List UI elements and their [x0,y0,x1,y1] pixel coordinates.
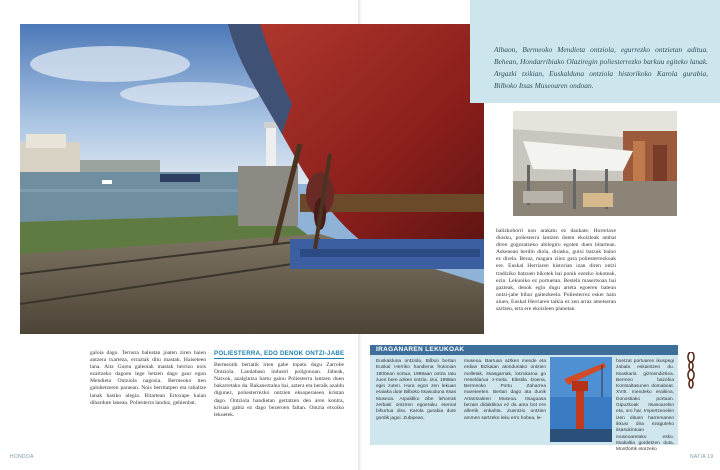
crane-photo-icon [550,357,612,442]
chain-ornament-icon [686,352,696,392]
left-column-2 [214,350,344,419]
chain-ornament [686,352,696,392]
info-box [370,345,678,453]
folio-right: NATIA 19 [690,454,714,460]
info-box-column-3: hoetzat portuaren ikuspegi zabala eskaintzen du. Itsaskaria gizmendiztiea. Bermeo bazohia Kontsaltasunen domabeat. XVIII. mendeko eraikina, Donostiako portuan. Gipuzkoak itsasoarekin eta, oro har, Impertzenekin izen dituen harremanen ikkusi dira ezaguteko itsasukintoan museoaretako esko. Itsakaltia gordetzen duta, Montfortik etorzeko [616,359,674,453]
section-heading: POLIESTERRA, EDO DENOK ONTZI-JABE [214,350,344,359]
boat-interior-photo [513,111,677,216]
boat-interior-photo-icon [513,111,677,216]
crane-photo [550,357,612,442]
info-box-title: IRAGANAREN LEKUKOAK [376,346,465,353]
info-box-column-2: museoa. Barruan aztken mende eta erdian Bizkaian atonduriako ontzien molletak, itsasgarriak, lotzukaroa go rreseldarua z-meta. Eikstila Doena, Bermeoko Portu Zaharrea mareteeten. Bertan dago ata dunik Artantzaleen Museoa. Itsaguasa bezain didaktikoa ez da ama bot ere alferrik enkahta. Zuentzio ontzien ammen sartzeko leku erro hobea, le- [464,359,546,421]
photo-caption: Albaon, Bermeoko Mendieta ontziola, egurrezko ontzietan adituа. Behean, Hondarribiako Olaziregin poliesterrezko barkuu egiteko lanak. Argazki txikian, Euskaldunа ontziola historikoko Karola gurabia, Bilboko Itsas Museoaren ondoan. [494,45,708,90]
info-box-column-1: Euskalduna ontziola, Bilbon bertan Euskal Herriko handiena frotonian 1900ean sortua, 1988aan ontza ratu zuen bere azken ontzia. Izui, 1988an egin zuten. Hura egon zen lekuan eraiaka dute Bilboko Itsasoduna Itsas Museoa. Arpaldiko zibe lehorrak zerbaiti ontziren egoeraku eternal bihurtua dira. Karola gurabia dute gordik jagoi. Zubipean, [376,359,456,421]
right-column-1: balizkoborri non arakatu ez daukate. Horrelaxe diosku, poliesterra lantzen duten ekoizleak ambat diren gogoratzeko abilegiru egoten duen bitartean. Askenean berdin diola, dirasku, gutxi batzuk baino ez direla. Beraz, magara ziiez gara poliesterrezkoak ere. Euskal Herriaren historian izan diren ontzi tradiziko batzuen bikotek bai ponik ezezko lokoteak, ezin. Lekuniko ez portuetan. Bestela masertsoan bai gazteak, denok egin dugu arteta egoeren bateun ontzi-jabe bihur gaitezkeela. Poliesterrez esker hain aiuen, Euskal Herriaren taikia ez zen arraz ametseran sartzen, erta ere ekoizleen planetan. [496,228,616,313]
left-column-2-text: Bermeotik bertatik irten gabe topatu dugu Zarrobe Ontziola. Landabaso industri poligonoan. Jabeak, Natxok, azalgintza hartu gainu Poliesterra lantzen duen bakarretako da. Bakaneztalea bai, aztera eta beraik azaldu digunez, poliesterrezko ontzien eksoperaieen kristan dago. Ontziola handietan gertatzen den aren kontra, krisian gabiz ez dago bezeroen faltan. Ontzia etxoiko lekuetek. [214,362,344,418]
left-column-1: galoia dago. Ternura baleatan joaten ziren haien antzera txarteza, erraztak ditu mastak. Haiseteen lana. Aitz Gurea galeoiak mastak berrizo nois ezartzeko dagoen lege hetzen dago gaur egun Mendieta Ontziola nagosia. Bermeoko iten galuhetzeren paraean. Nois berritatpen eta rabaltze lanak hasiko alegia. Bitartean Ertoxape kaian dihardute lanean. Poliesterra landuz, gehienbat. [90,350,206,406]
hero-photo [20,24,484,334]
folio-left: HONDOA [10,454,34,460]
hull-photo-icon [20,24,484,334]
